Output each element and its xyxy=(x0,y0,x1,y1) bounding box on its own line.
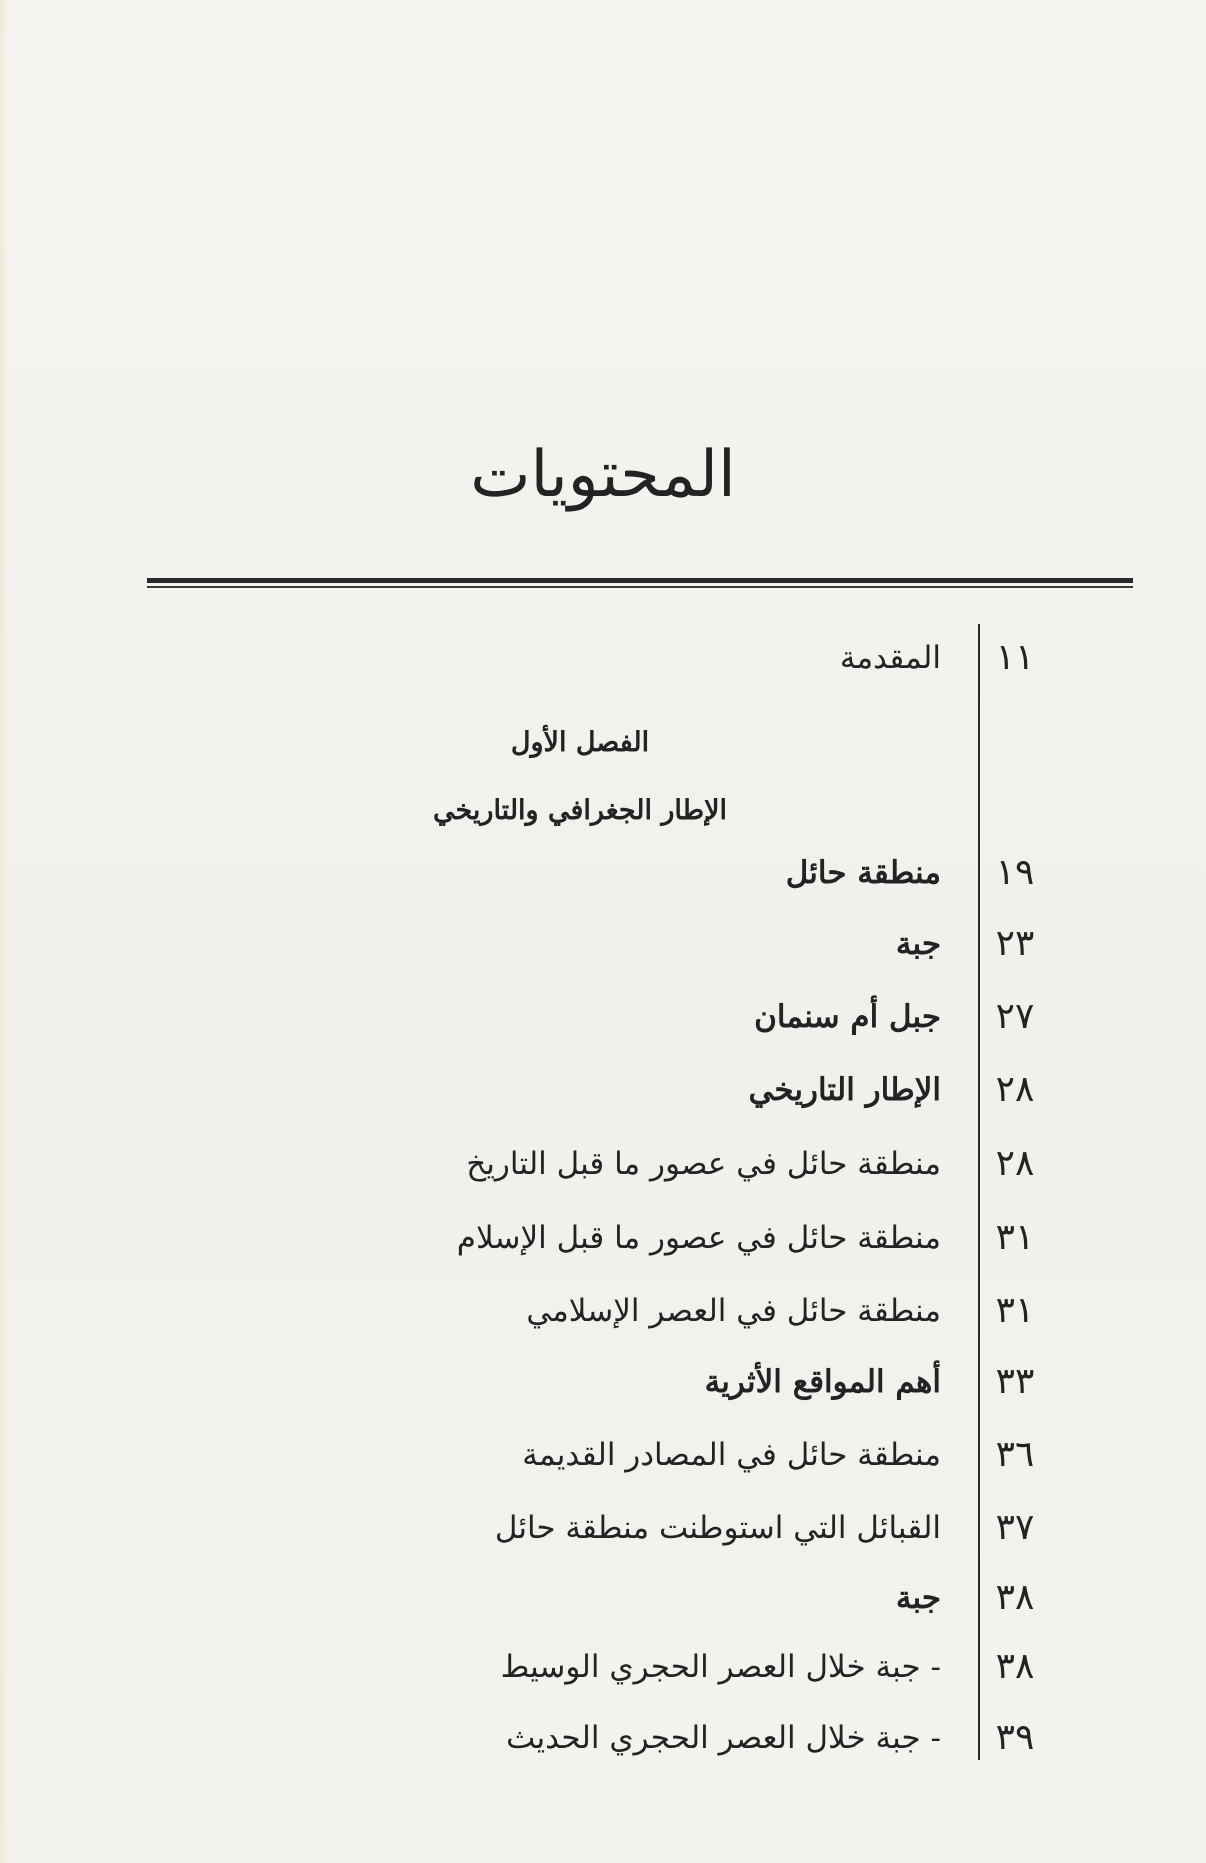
entry-label: - جبة خلال العصر الحجري الحديث xyxy=(506,1720,941,1756)
page-number: ٣٧ xyxy=(995,1507,1035,1548)
toc-entry xyxy=(0,1208,1206,1268)
page-number: ٣٨ xyxy=(995,1646,1035,1687)
entry-label: جبل أم سنمان xyxy=(754,999,941,1035)
toc-entry xyxy=(0,1498,1206,1558)
entry-label: المقدمة xyxy=(839,640,941,676)
page-number: ٢٨ xyxy=(995,1143,1035,1184)
toc-entry xyxy=(0,1352,1206,1412)
page-number: ٣٣ xyxy=(995,1361,1035,1402)
title-rule-thin xyxy=(147,586,1133,588)
page-number: ٣٦ xyxy=(995,1434,1035,1475)
toc-entry xyxy=(0,843,1206,903)
entry-label: جبة xyxy=(895,926,941,962)
page-title: المحتويات xyxy=(470,438,736,512)
page-number: ١١ xyxy=(995,637,1035,678)
toc-entry xyxy=(0,914,1206,974)
entry-label: - جبة خلال العصر الحجري الوسيط xyxy=(500,1649,941,1685)
toc-entry-intro xyxy=(0,628,1206,688)
entry-label: منطقة حائل في عصور ما قبل التاريخ xyxy=(466,1146,941,1182)
entry-label: منطقة حائل في عصور ما قبل الإسلام xyxy=(456,1220,941,1256)
toc-entry xyxy=(0,1425,1206,1485)
page-number: ٣٩ xyxy=(995,1717,1035,1758)
entry-label: جبة xyxy=(895,1580,941,1616)
page-number: ٢٨ xyxy=(995,1069,1035,1110)
chapter-heading: الفصل الأول xyxy=(510,727,650,758)
entry-label: منطقة حائل xyxy=(785,855,941,891)
entry-label: القبائل التي استوطنت منطقة حائل xyxy=(494,1510,941,1546)
entry-label: منطقة حائل في العصر الإسلامي xyxy=(526,1293,941,1329)
toc-entry xyxy=(0,1134,1206,1194)
title-rule-thick xyxy=(147,578,1133,583)
toc-entry xyxy=(0,1281,1206,1341)
toc-entry xyxy=(0,1568,1206,1628)
toc-entry xyxy=(0,1060,1206,1120)
entry-label: أهم المواقع الأثرية xyxy=(704,1364,941,1400)
page-number: ٣٨ xyxy=(995,1577,1035,1618)
page-number: ٢٧ xyxy=(995,996,1035,1037)
entry-label: منطقة حائل في المصادر القديمة xyxy=(522,1437,941,1473)
page-number: ٢٣ xyxy=(995,923,1035,964)
entry-label: الإطار التاريخي xyxy=(748,1072,941,1108)
page-number: ٣١ xyxy=(995,1217,1035,1258)
chapter-subheading: الإطار الجغرافي والتاريخي xyxy=(432,795,728,826)
toc-entry xyxy=(0,987,1206,1047)
toc-entry xyxy=(0,1708,1206,1768)
page-number: ١٩ xyxy=(995,852,1035,893)
page-number: ٣١ xyxy=(995,1290,1035,1331)
toc-entry xyxy=(0,1637,1206,1697)
